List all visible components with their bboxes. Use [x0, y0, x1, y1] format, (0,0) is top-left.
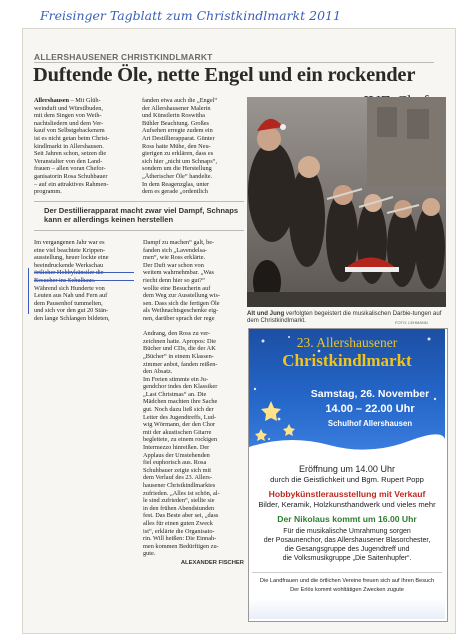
article-line: fest. Das Beste aber sei, „dass	[143, 512, 219, 520]
article-line: zeichnen hatte. Apropos: Die	[143, 337, 217, 345]
photo-caption-text: verfolgten begeistert die musikalischen Darbie-tungen auf dem Christkindlmarkt.	[247, 310, 442, 325]
ad-footer-2: Der Erlös kommt wohltätigen Zwecken zugute	[290, 587, 404, 593]
ad-crafts: Bilder, Keramik, Holzkunsthandwerk und vieles mehr	[258, 500, 436, 509]
ad-divider	[252, 572, 442, 573]
article-line: men“, wie Ross erklärte.	[143, 254, 206, 262]
article-line: dem es gerade „ordentlich	[142, 188, 208, 196]
pen-underline	[34, 272, 134, 273]
article-line: Der Duft war schon von	[143, 261, 204, 269]
article-line: Aufsehen erregte zudem ein	[142, 127, 213, 135]
article-line: weitem wahrnehmbar. „Was	[143, 269, 215, 277]
ad-footer-1: Die Landfrauen und die örtlichen Vereine freuen sich auf Ihren Besuch	[259, 578, 435, 584]
article-line: den lange Schlangen bildeten,	[34, 314, 110, 322]
article-line: gierigen zu erklären, dass es	[142, 150, 214, 158]
article-line: Ross hatte Mühe, den Neu-	[142, 142, 211, 150]
line-text: kauf von Selbstgebackenem	[34, 127, 105, 135]
article-line: Andrang, den Ross zu ver-	[143, 330, 211, 338]
ad-footer-band	[249, 598, 445, 619]
article-line: fanden sich „Lavendelsa-	[143, 246, 207, 254]
ad-title: Christkindlmarkt	[282, 351, 412, 370]
line-text: kindlmarkt in Allershausen.	[34, 142, 104, 150]
article-line: fiel euphorisch aus. Rosa	[143, 459, 207, 467]
dateline: Allershausen	[34, 97, 69, 104]
article-line	[34, 143, 134, 151]
article-line: nen, darüber sprach der rege	[143, 314, 215, 322]
article-line: men kommen Bedürftigen zu-	[143, 542, 219, 550]
article-line: le sind zufrieden“, stellte sie	[143, 497, 215, 505]
line-text: ist es nicht getan beim Christ-	[34, 134, 110, 142]
article-line: den Absatz.	[143, 368, 173, 376]
article-line	[34, 158, 134, 166]
article-line: ist“, erklärte die Organisato-	[143, 527, 215, 535]
article-line: sich hier „nicht um Schnaps“,	[142, 157, 218, 165]
article-author: ALEXANDER FISCHER	[180, 560, 244, 566]
article-line: rin. Will heißen: Die Einnah-	[143, 535, 217, 543]
article-line	[34, 181, 134, 189]
article-line: „Ätherischer Öle“ handelte.	[142, 172, 213, 180]
article-line: Bücher und CDs, die der AK	[143, 345, 216, 353]
article-line: dem Pausenhof tummelten,	[34, 299, 103, 307]
article-line: Intermezzo hinreißen. Der	[143, 444, 210, 452]
article-line	[34, 173, 134, 181]
line-text: Seit Jahren schon, setzen die	[34, 150, 107, 158]
article-line: als Weihnachtsgeschenke eig-	[143, 307, 219, 315]
ad-music-3: die Gesangsgruppe des Jugendtreff und	[284, 546, 410, 553]
article-line	[34, 269, 135, 277]
article-line	[143, 323, 244, 331]
article-line: sen. Dass sich die fertigen Öle	[143, 299, 220, 307]
article-line: zufrieden. „Alles ist schön, al-	[143, 489, 220, 497]
pen-margin-mark	[28, 268, 29, 314]
article-headline: Duftende Öle, nette Engel und ein rockender	[33, 64, 416, 86]
line-text: weinduft und Würstlbuden,	[34, 104, 103, 112]
article-line: riecht denn hier so gut?“	[143, 276, 205, 284]
article-line: in den frühen Abendstunden	[143, 504, 215, 512]
article-line: und sich vor den gut 20 Stän-	[34, 307, 109, 315]
article-line: dem Weg zur Ausstellung wis-	[143, 292, 221, 300]
ad-time: 14.00 – 22.00 Uhr	[325, 403, 415, 415]
article-line: gute.	[143, 550, 156, 558]
crowd-image	[247, 97, 446, 307]
ad-venue: Schulhof Allershausen	[327, 419, 413, 428]
article-line: „Last Christmas“ an. Die	[143, 390, 207, 398]
article-line	[34, 150, 134, 158]
line-text: frauen – allen voran Chefor-	[34, 165, 106, 173]
handwritten-note: Freisinger Tagblatt zum Christkindlmarkt 2011	[40, 8, 341, 23]
article-line: begleitete, zu einem rockigen	[143, 436, 218, 444]
article-column-4	[143, 239, 244, 558]
article-line: eine viel beachtete Krippen-	[34, 246, 106, 254]
ad-music-2: der Posaunenchor, das Allershausener Blasorchester,	[263, 537, 431, 544]
article-column-1	[34, 97, 134, 196]
article-line	[34, 165, 134, 173]
article-line: wig Wörmann, der den Chor	[143, 421, 216, 429]
article-line: Leiter des Jugendtreffs, Lud-	[143, 413, 216, 421]
article-column-2	[142, 97, 242, 196]
line-text: nachtsliedern und dem Ver-	[34, 119, 104, 127]
ad-opening-detail: durch die Geistlichkeit und Bgm. Rupert Popp	[270, 475, 424, 484]
article-line	[34, 135, 134, 143]
article-line: gendchor indes den Klassiker	[143, 383, 218, 391]
article-subhead: Der Destillierapparat macht zwar viel Dampf, Schnaps kann er allerdings keinen herstellen	[44, 206, 239, 225]
line-text: – Mit Glüh-	[69, 97, 101, 104]
ad-hobby-exhibition: Hobbykünstlerausstellung mit Verkauf	[268, 489, 426, 499]
article-line: Mädchen machten ihre Sache	[143, 398, 218, 406]
line-text: – auf ein attraktives Rahmen-	[34, 180, 109, 188]
ad-opening: Eröffnung um 14.00 Uhr	[299, 464, 395, 474]
article-kicker: ALLERSHAUSENER CHRISTKINDLMARKT	[34, 52, 213, 62]
ad-date: Samstag, 26. November	[310, 388, 430, 400]
ad-music-1: Für die musikalische Umrahmung sorgen	[283, 528, 411, 535]
article-line: Im vergangenen Jahr war es	[34, 239, 105, 246]
article-line: sondern um die Herstellung	[142, 165, 212, 173]
ad-title-line1: 23. Allershausener	[296, 335, 398, 350]
article-line: fanden etwa auch die „Engel“	[142, 97, 218, 104]
article-line: hausener Christkindlmarktes	[143, 482, 216, 489]
pen-underline	[34, 280, 134, 281]
line-text: ganisatorin Rosa Schuhbauer	[34, 172, 108, 180]
article-line: alles für einen guten Zweck	[143, 519, 213, 527]
article-line: beeindruckende Werkschau	[34, 261, 104, 269]
article-line: Im Freien stimmte ein Ju-	[143, 375, 209, 383]
article-line: Leuten aus Nah und Fern auf	[34, 292, 108, 300]
kicker-rule	[34, 62, 434, 63]
article-line: der Allershausener Malerin	[142, 104, 211, 112]
article-line: Bühler Beachtung. Großes	[142, 119, 209, 127]
subhead-rule-top	[34, 201, 244, 202]
article-line	[34, 188, 134, 196]
line-text: Veranstalter von den Land-	[34, 157, 103, 165]
article-line	[34, 105, 134, 113]
article-line	[34, 120, 134, 128]
photo-credit: FOTO: LEHMANN	[395, 320, 428, 325]
ad-music-4: die Volksmusikgruppe „Die Saitenhupfer“.	[282, 555, 412, 562]
article-line: „Bücher“ in einem Klassen-	[143, 352, 214, 360]
article-line: In dem Reagenzglas, unter	[142, 180, 210, 188]
article-line	[34, 97, 134, 105]
article-line: und Künstlerin Roswitha	[142, 112, 205, 120]
line-text: mit dem Singen von Weih-	[34, 112, 102, 120]
article-line: mit der akustischen Gitarre	[143, 428, 212, 436]
photo-caption-lead: Alt und Jung	[247, 310, 285, 317]
market-photo	[247, 97, 446, 307]
article-line: dem Verlauf des 23. Allers-	[143, 474, 212, 482]
article-line: Dampf zu machen“ galt, be-	[143, 239, 215, 246]
article-line: Art Destillierapparat. Günter	[142, 134, 215, 142]
article-line	[34, 127, 134, 135]
subhead-rule-bottom	[34, 230, 244, 231]
line-text: programm.	[34, 188, 62, 196]
article-line: ausstellung, heuer lockte eine	[34, 254, 109, 262]
article-line: Schuhbauer zeigte sich mit	[143, 466, 212, 474]
article-line: wollte eine Besucherin auf	[143, 284, 211, 292]
article-line: Applaus der Umstehenden	[143, 451, 210, 459]
article-line	[34, 112, 134, 120]
article-line: zimmer anbot, fanden reißen-	[143, 360, 218, 368]
ad-nikolaus: Der Nikolaus kommt um 16.00 Uhr	[277, 514, 417, 524]
article-line: gut. Noch dazu ließ sich der	[143, 406, 214, 414]
article-line: Während sich Hunderte von	[34, 284, 105, 292]
